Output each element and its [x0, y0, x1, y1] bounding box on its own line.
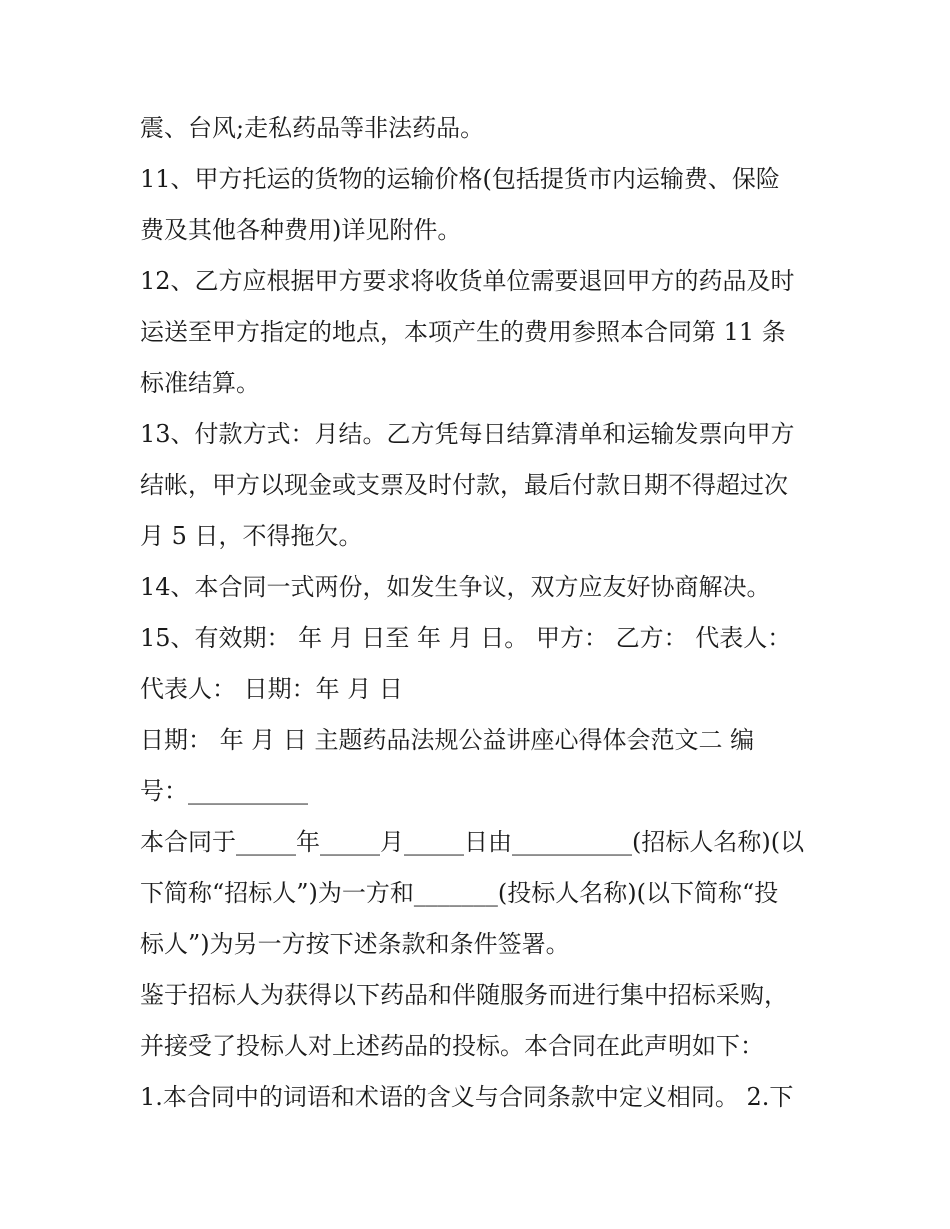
- text-line: 月 5 日，不得拖欠。: [140, 522, 363, 550]
- text-line: 鉴于招标人为获得以下药品和伴随服务而进行集中招标采购，: [140, 981, 788, 1009]
- text-line: 12、乙方应根据甲方要求将收货单位需要退回甲方的药品及时: [140, 267, 795, 295]
- text-line: 运送至甲方指定的地点，本项产生的费用参照本合同第 11 条: [140, 318, 786, 346]
- text-line: 本合同于_____年_____月_____日由__________(招标人名称)(以: [140, 828, 805, 856]
- text-line: 结帐，甲方以现金或支票及时付款，最后付款日期不得超过次: [140, 471, 788, 499]
- text-line: 日期： 年 月 日 主题药品法规公益讲座心得体会范文二 编: [140, 726, 755, 754]
- text-line: 号：__________: [140, 777, 308, 805]
- text-line: 14、本合同一式两份，如发生争议，双方应友好协商解决。: [140, 573, 771, 601]
- text-line: 1.本合同中的词语和术语的含义与合同条款中定义相同。 2.下: [140, 1083, 794, 1111]
- text-line: 震、台风;走私药品等非法药品。: [140, 114, 485, 142]
- text-line: 11、甲方托运的货物的运输价格(包括提货市内运输费、保险: [140, 165, 780, 193]
- text-line: 标准结算。: [140, 369, 260, 397]
- document-body: [140, 103, 820, 1123]
- text-line: 13、付款方式：月结。乙方凭每日结算清单和运输发票向甲方: [140, 420, 795, 448]
- text-line: 并接受了投标人对上述药品的投标。本合同在此声明如下：: [140, 1032, 764, 1060]
- text-line: 15、有效期： 年 月 日至 年 月 日。 甲方： 乙方： 代表人：: [140, 624, 792, 652]
- text-line: 标人”)为另一方按下述条款和条件签署。: [140, 930, 570, 958]
- text-line: 代表人： 日期：年 月 日: [140, 675, 403, 703]
- text-line: 下简称“招标人”)为一方和_______(投标人名称)(以下简称“投: [140, 879, 779, 907]
- text-line: 费及其他各种费用)详见附件。: [140, 216, 462, 244]
